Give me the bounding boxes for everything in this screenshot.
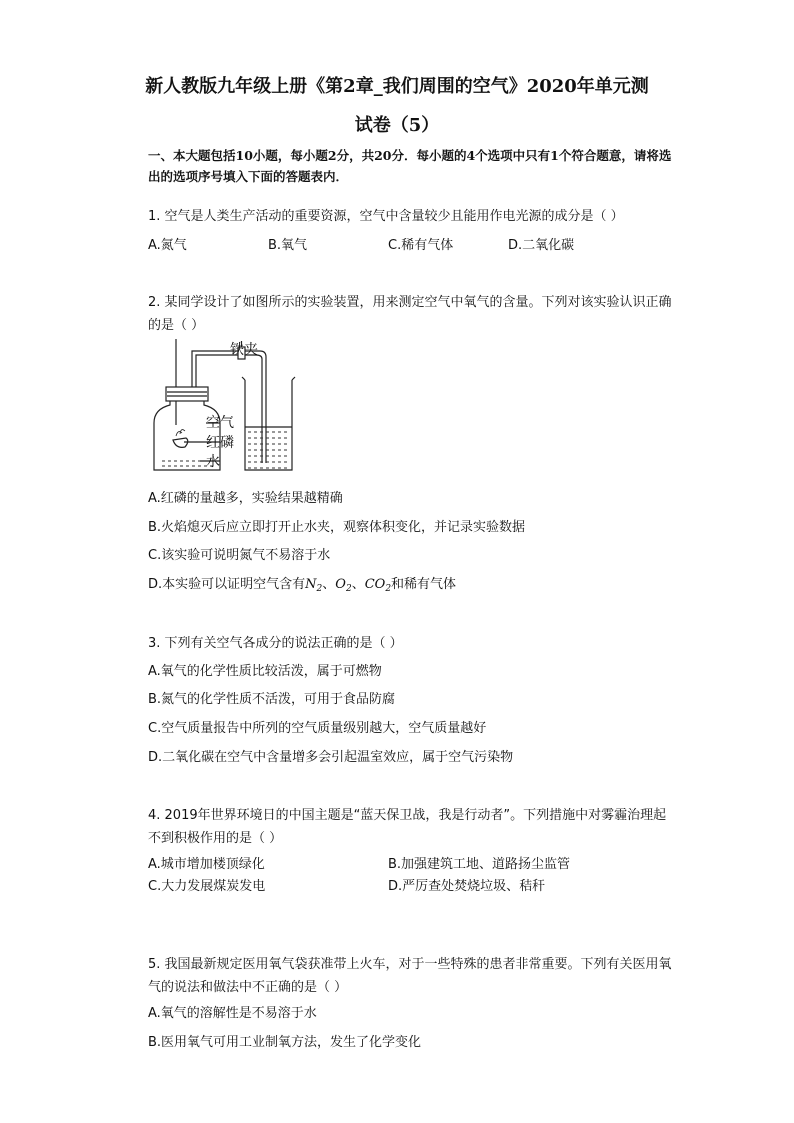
q4-option-a[interactable]: A.城市增加楼顶绿化 [148,857,265,872]
question-2-stem: 2. 某同学设计了如图所示的实验装置，用来测定空气中氧气的含量。下列对该实验认识正确的是（ ） [148,295,672,333]
question-4-stem: 4. 2019年世界环境日的中国主题是“蓝天保卫战，我是行动者”。下列措施中对雾霾治理起不到积极作用的是（ ） [148,808,667,846]
q3-option-c[interactable]: C.空气质量报告中所列的空气质量级别越大，空气质量越好 [148,721,487,736]
q1-option-a[interactable]: A.氮气 [148,238,187,253]
section-instructions: 一、本大题包括10小题，每小题2分，共20分．每小题的4个选项中只有1个符合题意，请将选出的选项序号填入下面的答题表内． [148,148,672,184]
q1-option-b[interactable]: B.氧气 [268,238,308,253]
formula-co2: $CO_2$ [364,577,392,594]
label-red-phosphorus: 红磷 [206,435,234,451]
experiment-apparatus-figure [148,337,328,477]
document-title-line2: 试卷（5） [354,115,440,136]
q5-option-a[interactable]: A.氧气的溶解性是不易溶于水 [148,1006,317,1021]
q2-option-b[interactable]: B.火焰熄灭后应立即打开止水夹，观察体积变化，并记录实验数据 [148,520,526,535]
label-water: 水 [206,454,220,470]
formula-o2: $O_2$ [335,577,352,594]
q2-option-a[interactable]: A.红磷的量越多，实验结果越精确 [148,491,343,506]
q3-option-b[interactable]: B.氮气的化学性质不活泼，可用于食品防腐 [148,692,396,707]
label-air: 空气 [206,415,234,431]
q2-option-d-prefix: D.本实验可以证明空气含有 [148,577,306,592]
q2-option-c[interactable]: C.该实验可说明氮气不易溶于水 [148,548,331,563]
q3-option-a[interactable]: A.氧气的化学性质比较活泼，属于可燃物 [148,664,382,679]
document-title-line1: 新人教版九年级上册《第2章_我们周围的空气》2020年单元测 [145,76,649,97]
label-iron-clamp: 铁夹 [230,342,258,358]
formula-n2: $N_2$ [305,577,323,594]
question-3-stem: 3. 下列有关空气各成分的说法正确的是（ ） [148,636,403,651]
q4-option-c[interactable]: C.大力发展煤炭发电 [148,879,266,894]
q2-option-d[interactable]: D.本实验可以证明空气含有$N_2$、$O_2$、$CO_2$和稀有气体 [148,577,457,594]
question-5-stem: 5. 我国最新规定医用氧气袋获准带上火车，对于一些特殊的患者非常重要。下列有关医用氧气的说法和做法中不正确的是（ ） [148,957,672,995]
q3-option-d[interactable]: D.二氧化碳在空气中含量增多会引起温室效应，属于空气污染物 [148,750,514,765]
question-1-stem: 1. 空气是人类生产活动的重要资源，空气中含量较少且能用作电光源的成分是（ ） [148,209,624,224]
q4-option-d[interactable]: D.严厉查处焚烧垃圾、秸秆 [388,879,546,894]
q4-option-b[interactable]: B.加强建筑工地、道路扬尘监管 [388,857,571,872]
q5-option-b[interactable]: B.医用氧气可用工业制氧方法，发生了化学变化 [148,1035,422,1050]
q1-option-c[interactable]: C.稀有气体 [388,238,454,253]
q1-option-d[interactable]: D.二氧化碳 [508,238,575,253]
